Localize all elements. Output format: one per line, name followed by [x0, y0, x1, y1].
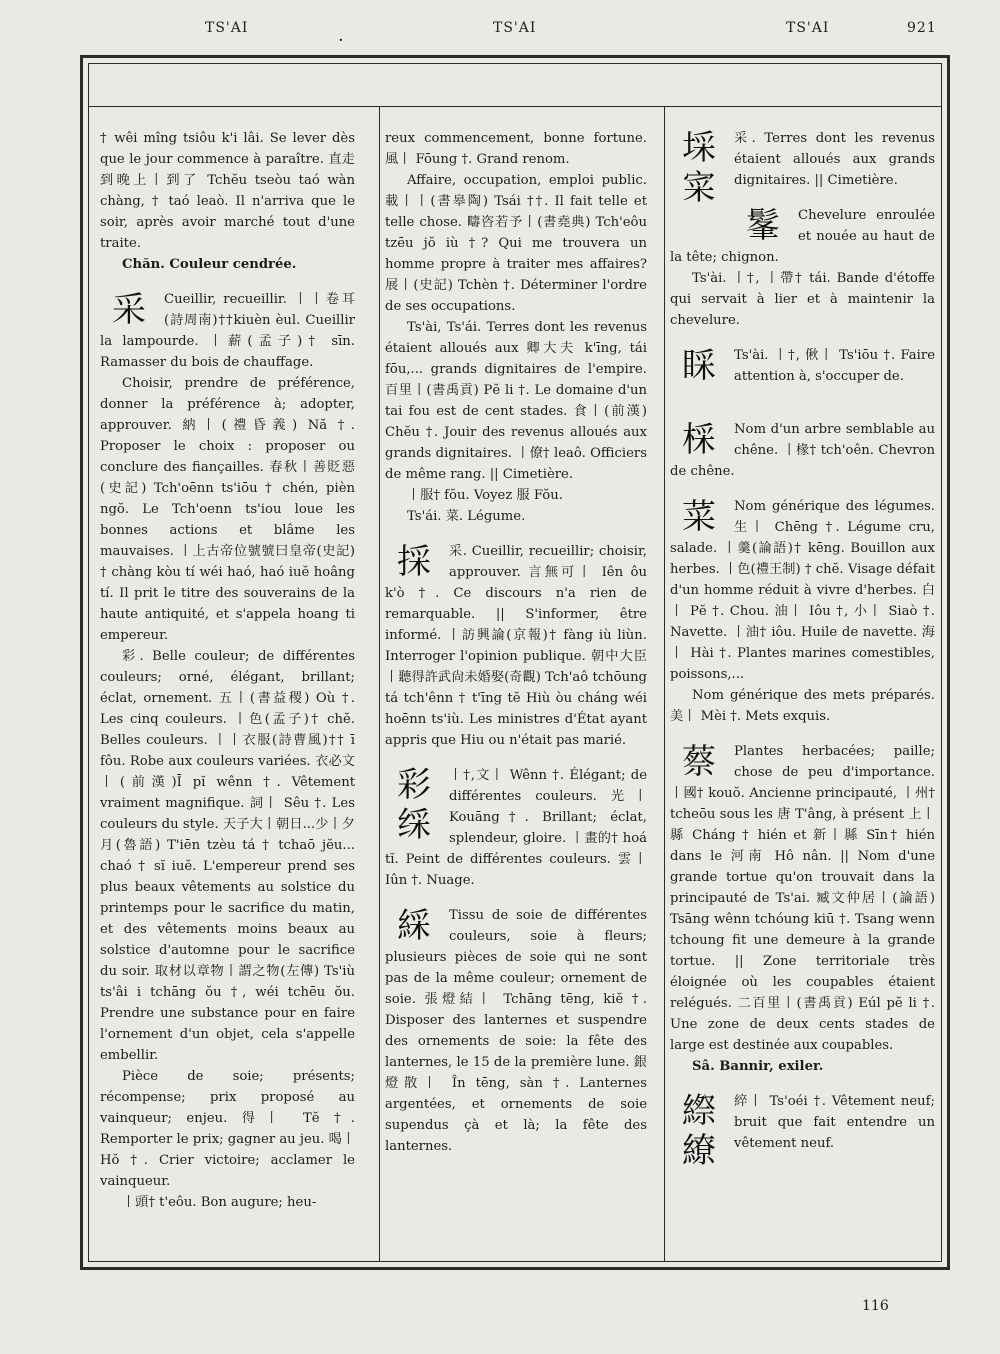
- column-1: [100, 128, 355, 1213]
- headword-character: 菜: [682, 497, 716, 537]
- definition: 彩. Belle couleur; de différentes couleurs; orné, élégant, brillant; éclat, ornement. 五丨(書益稷) Où †. Les cinq couleurs. 丨色(孟子)† chĕ. Belles couleurs. 丨丨衣服(詩曹風)†† ī fôu. Robe aux couleurs variées. 衣必文丨(前漢)Ī pĭ wênn †. Vêtement vraiment magnifique. 詞丨 Sêu †. Les couleurs du style. 天子大丨朝日...少丨夕月(魯語) T'iēn tzèu tá † tchaō jĕu... chaó † sĭ iuĕ. L'empereur prend ses plus beaux vêtements au solstice du printemps pour le sacrifice du matin, et des vêtements moins beaux au solstice d'automne pour le sacrifice du soir. 取材以章物丨謂之物(左傳) Ts'iù ts'âi i tchāng ŏu †, wéi tchēu ŏu. Prendre une substance pour en faire l'ornement d'un objet, cela s'appelle embellir.: [100, 649, 355, 1063]
- headword-character: 縩 繚: [682, 1091, 716, 1171]
- page-number: 921: [907, 20, 937, 36]
- paragraph: Ts'ái. 菜. Légume.: [407, 509, 526, 524]
- dictionary-entry: [670, 345, 935, 405]
- paragraph: Ts'ài, Ts'ái. Terres dont les revenus étaient alloués aux 卿大夫 k'īng, tái fōu,... grands dignitaires de l'empire. 百里丨(書禹貢) Pĕ li †. Le domaine d'un tai fou est de cent stades. 食丨(前漢) Chĕu †. Jouir des revenus alloués aux grands dignitaires. 丨僚† leaô. Officiers de même rang. || Cimetière.: [385, 320, 647, 482]
- dictionary-entry: [385, 541, 647, 751]
- stray-dot: ·: [338, 30, 344, 51]
- definition: 丨頭† t'eôu. Bon augure; heu-: [122, 1195, 317, 1210]
- definition: 采. Terres dont les revenus étaient alloués aux grands dignitaires. || Cimetière.: [734, 131, 935, 188]
- running-head-left: TS'AI: [205, 20, 249, 36]
- dictionary-entry: [385, 905, 647, 1157]
- dictionary-entry: [670, 1091, 935, 1171]
- headword-character: 采: [112, 290, 146, 330]
- column-2: [385, 128, 647, 1157]
- definition: Ts'ài. 丨†, 丨帶† tái. Bande d'étoffe qui servait à lier et à maintenir la chevelure.: [670, 271, 935, 328]
- headword-character: 彩 䌽: [397, 765, 431, 845]
- dictionary-entry: [670, 419, 935, 482]
- paragraph: 丨服† fŏu. Voyez 服 Fŏu.: [407, 488, 563, 503]
- definition: Sâ. Bannir, exiler.: [692, 1059, 824, 1074]
- definition: Nom d'un arbre semblable au chêne. 丨椽† tch'oên. Chevron de chêne.: [670, 422, 935, 479]
- dictionary-entry: [670, 496, 935, 727]
- definition: Tissu de soie de différentes couleurs, soie à fleurs; plusieurs pièces de soie qui ne sont pas de la même couleur; ornement de soie. 張燈結丨 Tchāng tēng, kiĕ †. Disposer des lanternes et suspendre des ornements de soie: la fête des lanternes, le 15 de la première lune. 銀燈散丨 În tēng, sàn †. Lanternes argentées, et ornements de soie supendus çà et là; la fête des lanternes.: [385, 908, 647, 1154]
- dictionary-entry: [100, 289, 355, 373]
- paragraph: Affaire, occupation, emploi public. 載丨丨(書皋陶) Tsái ††. Il fait telle et telle chose. 疇咨若予丨(書堯典) Tch'eôu tzēu jŏ iù †? Qui me trouvera un homme propre à traiter mes affaires? 展丨(史記) Tchèn †. Déterminer l'ordre de ses occupations.: [385, 173, 647, 314]
- column-rule-2: [664, 106, 665, 1261]
- definition: Nom générique des mets préparés. 美丨 Mèi †. Mets exquis.: [670, 688, 935, 724]
- column-3: [670, 128, 935, 1171]
- definition: Cueillir, recueillir. 丨丨卷耳(詩周南)††kiuèn èul. Cueillir la lampourde. 丨薪(孟子)† sīn. Ramasser du bois de chauffage.: [100, 292, 355, 370]
- headword-character: 綵: [397, 906, 431, 946]
- headword-character: 髼: [746, 206, 780, 246]
- sheet-number: 116: [862, 1298, 889, 1314]
- definition: 采. Cueillir, recueillir; choisir, approuver. 言無可丨 Iên ôu k'ò †. Ce discours n'a rien de remarquable. || S'informer, être informé. 丨訪興論(京報)† fàng iù liùn. Interroger l'opinion publique. 朝中大臣丨聽得許武尙未婚娶(奇觀) Tch'aô tchōung tá tch'ênn † t'īng tĕ Hiù òu cháng wéi hoēnn ts'iù. Les ministres d'État ayant appris que Hiu ou n'était pas marié.: [385, 544, 647, 748]
- headword-character: 採: [397, 542, 431, 582]
- headword-character: 埰 寀: [682, 128, 716, 208]
- definition: Chevelure enroulée et nouée au haut de la tête; chignon.: [670, 208, 935, 265]
- definition: 丨†,文丨 Wênn †. Élégant; de différentes couleurs. 光丨 Kouāng†. Brillant; éclat, splendeur, gloire. 丨畫的† hoá tĭ. Peint de différentes couleurs. 雲丨 Iûn †. Nuage.: [385, 768, 647, 888]
- headword-character: 睬: [682, 346, 716, 386]
- header-rule: [89, 106, 941, 107]
- dictionary-entry: [670, 128, 935, 208]
- column-rule-1: [379, 106, 380, 1261]
- dictionary-entry: [670, 205, 935, 331]
- definition: Plantes herbacées; paille; chose de peu d'importance. 丨國† kouŏ. Ancienne principauté, 丨州† tcheōu sous les 唐 T'âng, à présent 上丨縣 Cháng † hién et 新丨縣 Sīn† hién dans le 河南 Hô nân. || Nom d'une grande tortue qu'on trouvait dans la principauté de Ts'ai. 臧文仲居丨(論語) Tsāng wênn tchóung kiū †. Tsang wenn tchoung fit une demeure à la grande tortue. || Zone territoriale très éloignée où les coupables étaient relégués. 二百里丨(書禹貢) Eúl pĕ li †. Une zone de deux cents stades de large est destinée aux coupables.: [670, 744, 935, 1053]
- paragraph: reux commencement, bonne fortune. 風丨 Fōung †. Grand renom.: [385, 131, 647, 167]
- paragraph: † wêi mîng tsiôu k'i lâi. Se lever dès que le jour commence à paraître. 直走到晚上丨到了 Tchĕu tseòu taó wàn chàng, † taó leaò. Il n'arriva que le soir, après avoir marché tout d'une traite.: [100, 131, 355, 251]
- definition: Choisir, prendre de préférence, donner la préférence à; adopter, approuver. 納丨(禮昏義) Nă †. Proposer le choix : proposer ou conclure des fiançailles. 春秋丨善貶惡(史記) Tch'oēnn ts'iōu † chén, pièn ngŏ. Le Tch'oenn ts'iou loue les bonnes actions et blâme les mauvaises. 丨上古帝位號號曰皇帝(史記) † chàng kòu tí wéi haó, haó iuĕ hoâng tí. Il prit le titre des souverains de la haute antiquité, et s'appela hoang ti empereur.: [100, 376, 355, 643]
- definition: Nom générique des légumes. 生丨 Chēng †. Légume cru, salade. 丨羹(論語)† kēng. Bouillon aux herbes. 丨色(禮王制) † chĕ. Visage défait d'un homme réduit à vivre d'herbes. 白丨 Pĕ †. Chou. 油丨 Iôu †, 小丨 Siaò †. Navette. 丨油† iôu. Huile de navette. 海丨 Hài †. Plantes marines comestibles, poissons,...: [670, 499, 935, 682]
- definition: Pièce de soie; présents; récompense; prix proposé au vainqueur; enjeu. 得丨 Tĕ †. Remporter le prix; gagner au jeu. 喝丨 Hŏ †. Crier victoire; acclamer le vainqueur.: [100, 1069, 356, 1189]
- running-head-center: TS'AI: [493, 20, 537, 36]
- dictionary-entry: [385, 765, 647, 891]
- definition: 綷丨 Ts'oéi †. Vêtement neuf; bruit que fait entendre un vêtement neuf.: [734, 1094, 935, 1151]
- dictionary-entry: [670, 741, 935, 1077]
- paragraph: Chăn. Couleur cendrée.: [122, 257, 297, 272]
- definition: Ts'ài. 丨†, 偢丨 Ts'iōu †. Faire attention à, s'occuper de.: [734, 348, 935, 384]
- running-head-right: TS'AI: [786, 20, 830, 36]
- headword-character: 蔡: [682, 742, 716, 782]
- headword-character: 棌: [682, 420, 716, 460]
